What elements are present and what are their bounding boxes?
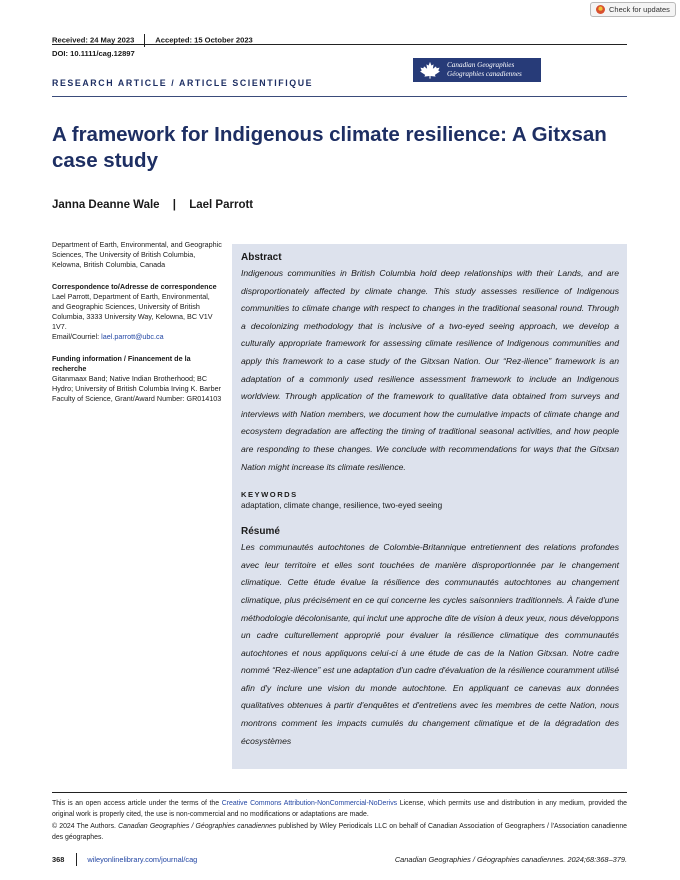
license-notice	[52, 798, 627, 844]
email-label: Email/Courriel:	[52, 332, 102, 341]
citation: Canadian Geographies / Géographies canadiennes. 2024;68:368–379.	[394, 855, 627, 864]
resume-heading: Résumé	[241, 526, 280, 538]
copyright-post: published by Wiley Periodicals LLC on behalf of Canadian Association of Geographers / l'Association canadienne des géographes.	[52, 822, 627, 842]
author-separator: |	[172, 199, 177, 211]
copyright-journal: Canadian Geographies / Géographies canadiennes	[118, 822, 277, 830]
sidebar	[52, 240, 222, 416]
article-title: A framework for Indigenous climate resilience: A Gitxsan case study	[52, 123, 607, 172]
license-post: License, which permits use and distribution in any medium, provided the original work is properly cited, the use is non-commercial and no modifications or adaptations are made.	[52, 800, 627, 819]
funding-heading: Funding information / Financement de la recherche	[52, 354, 191, 373]
meta-divider	[144, 34, 145, 47]
page-footer	[52, 853, 627, 866]
check-for-updates-button[interactable]	[590, 2, 676, 17]
abstract-text: Indigenous communities in British Columbia hold deep relationships with their Lands, and are disproportionately affected by climate change. This study assesses resilience of Indigenous communities to climate change with respect to changes in the traditional seasonal round. Through a decolonizing methodology that is inclusive of a two-eyed seeing approach, we develop a culturally appropriate framework for assessing climate resilience of Indigenous communities and apply this framework to a case study of the Gitxsan Nation. Our “Rez-ilience” framework is an adaptation of a commonly used resilience assessment framework to include an Indigenous worldview. Through application of the framework to qualitative data obtained from surveys and interviews with Nation members, we document how the cumulative impacts of climate change and ecosystem degradation are affecting the timing of traditional seasonal activities, and how people are responding to these changes. We conclude with recommendations for ways that the Gitxsan Nation might increase its climate resilience.	[241, 268, 619, 472]
journal-name-fr: Géographies canadiennes	[447, 70, 522, 78]
correspondence-heading: Correspondence to/Adresse de correspondence	[52, 282, 217, 291]
journal-site-link[interactable]: wileyonlinelibrary.com/journal/cag	[87, 855, 198, 864]
correspondence-address: Lael Parrott, Department of Earth, Environmental, and Geographic Sciences, University of British Columbia, 3333 University Way, Kelowna, BC V1V 1V7.	[52, 292, 213, 331]
affiliation: Department of Earth, Environmental, and Geographic Sciences, The University of British Columbia, Kelowna, British Columbia, Canada	[52, 240, 222, 269]
header-rule	[52, 44, 627, 45]
resume-text: Les communautés autochtones de Colombie-Britannique entretiennent des relations profondes avec leur territoire et elles sont touchées de manière disproportionnée par le changement climatique. Cette étude évalue la résilience des communautés autochtones au changement climatique, plus précisément en ce qui concerne les cycles saisonniers traditionnels. À l'aide d'une méthodologie décolonisante, qui inclut une approche dite de vision à deux yeux, nous développons un cadre culturellement approprié pour évaluer la résilience climatique des communautés autochtones et nous appliquons celui-ci à une étude de cas de la Nation Gitxsan. Notre cadre nommé “Rez-ilience” est une adaptation d'un cadre d'évaluation de la résilience couramment utilisé afin d'y inclure une vision du monde autochtone. En appliquant ce canevas aux données qualitatives obtenues à partir d'enquêtes et d'entretiens avec les membres de cette Nation, nous montrons comment les impacts cumulés du changement climatique et de la dégradation des écosystèmes	[241, 542, 619, 746]
license-rule	[52, 792, 627, 793]
copyright-pre: © 2024 The Authors.	[52, 822, 119, 830]
keywords-heading: KEYWORDS	[241, 490, 298, 500]
abstract-panel	[232, 244, 627, 769]
footer-divider	[76, 853, 77, 866]
abstract-heading: Abstract	[241, 252, 282, 263]
maple-leaf-icon	[419, 61, 441, 79]
doi: DOI: 10.1111/cag.12897	[52, 49, 135, 58]
funding-body: Gitanmaax Band; Native Indian Brotherhood; BC Hydro; University of British Columbia Irving K. Barber Faculty of Science, Grant/Award Number: GR014103	[52, 374, 222, 403]
license-text	[52, 798, 627, 821]
funding	[52, 354, 222, 404]
received-date: Received: 24 May 2023	[52, 35, 135, 45]
article-type-rule	[52, 96, 627, 97]
copyright	[52, 821, 627, 844]
email-link[interactable]: lael.parrott@ubc.ca	[101, 332, 164, 341]
publication-dates	[52, 34, 253, 47]
author-name: Lael Parrott	[189, 199, 254, 211]
keywords: adaptation, climate change, resilience, two-eyed seeing	[241, 501, 443, 511]
page-number: 368	[52, 855, 65, 864]
check-for-updates-label: Check for updates	[609, 5, 670, 14]
correspondence	[52, 282, 222, 342]
license-pre: This is an open access article under the terms of the	[52, 800, 222, 807]
crossmark-icon	[596, 5, 605, 14]
article-type: RESEARCH ARTICLE / ARTICLE SCIENTIFIQUE	[52, 78, 314, 88]
author-name: Janna Deanne Wale	[52, 199, 160, 211]
journal-name-en: Canadian Geographies	[447, 61, 515, 70]
journal-name	[447, 61, 522, 78]
authors	[52, 199, 253, 211]
license-link[interactable]: Creative Commons Attribution-NonCommercial-NoDerivs	[221, 800, 398, 807]
accepted-date: Accepted: 15 October 2023	[155, 35, 253, 45]
journal-logo	[413, 58, 541, 82]
